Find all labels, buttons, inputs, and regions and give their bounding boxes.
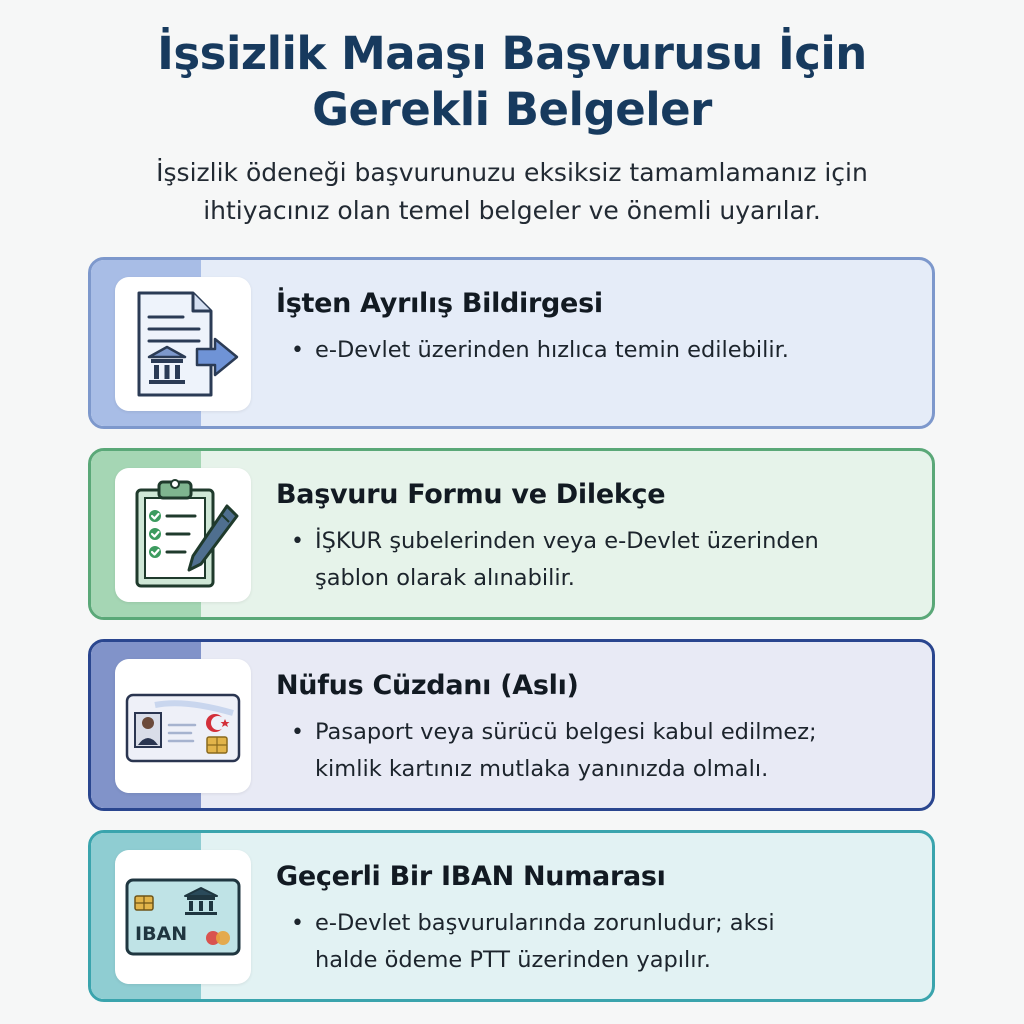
bullet-line-1: e-Devlet başvurularında zorunludur; aksi	[315, 910, 775, 936]
card-icon-box	[115, 659, 251, 793]
card-basvuru-formu-dilekce	[88, 448, 935, 620]
bullet-line-1: İŞKUR şubelerinden veya e-Devlet üzerinden	[315, 528, 819, 554]
bullet-line-2: şablon olarak alınabilir.	[315, 565, 575, 591]
subtitle-line-2: ihtiyacınız olan temel belgeler ve önemli uyarılar.	[203, 196, 821, 225]
page-subtitle	[60, 154, 964, 230]
card-title: Başvuru Formu ve Dilekçe	[276, 479, 666, 510]
card-bullet	[291, 714, 901, 788]
card-gecerli-iban-numarasi	[88, 830, 935, 1002]
card-title: İşten Ayrılış Bildirgesi	[276, 288, 603, 319]
card-bullet	[291, 523, 901, 597]
bullet-dot: •	[291, 911, 304, 936]
title-line-2: Gerekli Belgeler	[312, 83, 712, 136]
card-title: Geçerli Bir IBAN Numarası	[276, 861, 666, 892]
document-bank-arrow-icon	[115, 277, 251, 411]
bullet-dot: •	[291, 338, 304, 363]
bullet-dot: •	[291, 529, 304, 554]
title-line-1: İşsizlik Maaşı Başvurusu İçin	[157, 27, 867, 80]
card-nufus-cuzdani	[88, 639, 935, 811]
card-icon-box	[115, 468, 251, 602]
bullet-dot: •	[291, 720, 304, 745]
bullet-line-2: kimlik kartınız mutlaka yanınızda olmalı.	[315, 756, 769, 782]
clipboard-checklist-pen-icon	[115, 468, 251, 602]
card-bullet	[291, 332, 901, 369]
id-card-icon	[115, 659, 251, 793]
card-bullet	[291, 905, 901, 979]
card-isten-ayrilis-bildirgesi	[88, 257, 935, 429]
subtitle-line-1: İşsizlik ödeneği başvurunuzu eksiksiz tamamlamanız için	[156, 158, 868, 187]
bullet-line-2: halde ödeme PTT üzerinden yapılır.	[315, 947, 711, 973]
iban-bank-card-icon	[115, 850, 251, 984]
card-icon-box	[115, 850, 251, 984]
bullet-line-1: Pasaport veya sürücü belgesi kabul edilmez;	[315, 719, 817, 745]
bullet-line-1: e-Devlet üzerinden hızlıca temin edilebilir.	[315, 337, 789, 363]
page-title	[0, 26, 1024, 138]
card-icon-box	[115, 277, 251, 411]
card-title: Nüfus Cüzdanı (Aslı)	[276, 670, 579, 701]
iban-card-label: IBAN	[135, 923, 188, 945]
